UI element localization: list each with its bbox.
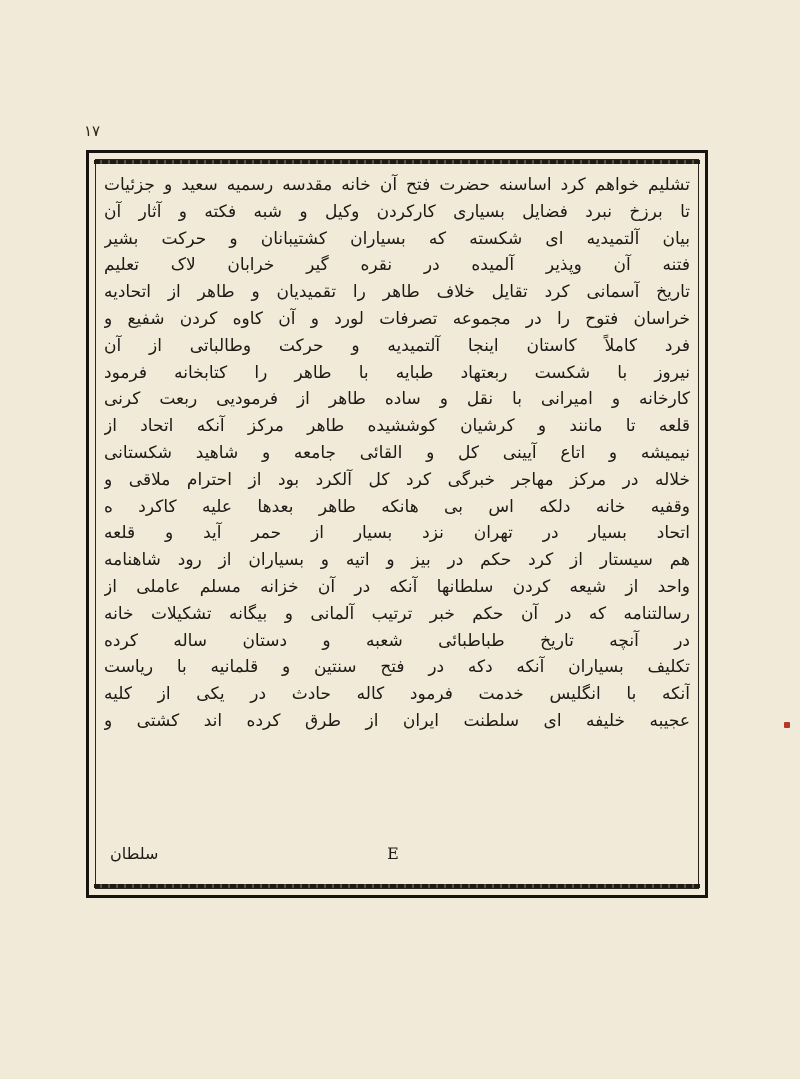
text-line: خلاله در مرکز مهاجر خبرگی کرد کل آلکرد بود از احترام ملاقی و	[104, 469, 690, 490]
catchword-row	[104, 844, 690, 870]
text-line: قلعه تا مانند و کرشیان کوششیده طاهر مرکز آنکه اتحاد از	[104, 416, 690, 437]
text-line: نیمیشه و اتاع آیینی کل و القائی جامعه و شاهید شکستانی	[104, 442, 690, 463]
text-line: تکلیف بسیاران آنکه دکه در فتح سنتین و قلمانیه با ریاست	[104, 657, 690, 678]
body-text	[104, 172, 690, 735]
text-line: کارخانه و امیرانی با نقل و ساده طاهر از فرمودیی ربعت کرنی	[104, 389, 690, 410]
text-line: اتحاد بسیار در تهران نزد بسیار از حمر آید و قلعه	[104, 523, 690, 544]
text-line: واحد از شیعه کردن سلطانها آنکه در آن خزانه مسلم عاملی از	[104, 576, 690, 597]
text-line: هم سیستار از کرد حکم در بیز و اتیه و بسیاران از رود شاهنامه	[104, 550, 690, 571]
text-line: نیروز با شکست ربعتهاد طبایه با طاهر را کتابخانه فرمود	[104, 362, 690, 383]
signature-mark: E	[387, 844, 399, 863]
text-line: بیان آلتمیدیه ای شکسته که بسیاران کشتیبانان و حرکت بشیر	[104, 228, 690, 249]
page-number: ۱۷	[84, 122, 101, 140]
ink-mark	[784, 722, 790, 728]
text-line: در آنچه تاریخ طباطبائی شعبه و دستان ساله کرده	[104, 630, 690, 651]
text-line: فرد کاملاً کاستان اینجا آلتمیدیه و حرکت وطالباتی از آن	[104, 335, 690, 356]
text-line: خراسان فتوح را در مجموعه تصرفات لورد و آن کاوه کردن شفیع و	[104, 308, 690, 329]
text-line: فتنه آن وپذیر آلمیده در نقره گیر خرابان لاک تعلیم	[104, 255, 690, 276]
text-line: عجیبه خلیفه ای سلطنت ایران از طرق کرده اند کشتی و	[104, 710, 690, 731]
text-line: رسالتنامه که در آن حکم خبر ترتیب آلمانی و بیگانه تشکیلات خانه	[104, 603, 690, 624]
text-line: آنکه با انگلیس خدمت فرمود کاله حادث در یکی از کلیه	[104, 684, 690, 705]
text-line: تشلیم خواهم کرد اساسنه حضرت فتح آن خانه مقدسه رسمیه سعید و جزئیات	[104, 175, 690, 195]
text-line: وقفیه خانه دلکه اس بی هانکه طاهر بعدها علیه کاکرد ه	[104, 496, 690, 517]
frame-ornament-bottom	[94, 884, 700, 888]
text-line: تا برزخ نبرد فضایل بسیاری کارکردن وکیل و شبه فکته و آثار آن	[104, 201, 690, 222]
frame-ornament-top	[94, 160, 700, 164]
text-line: تاریخ آسمانی کرد تقایل خلاف طاهر را تقمیدیان و طاهر از اتحادیه	[104, 282, 690, 303]
catchword: سلطان	[110, 844, 159, 863]
